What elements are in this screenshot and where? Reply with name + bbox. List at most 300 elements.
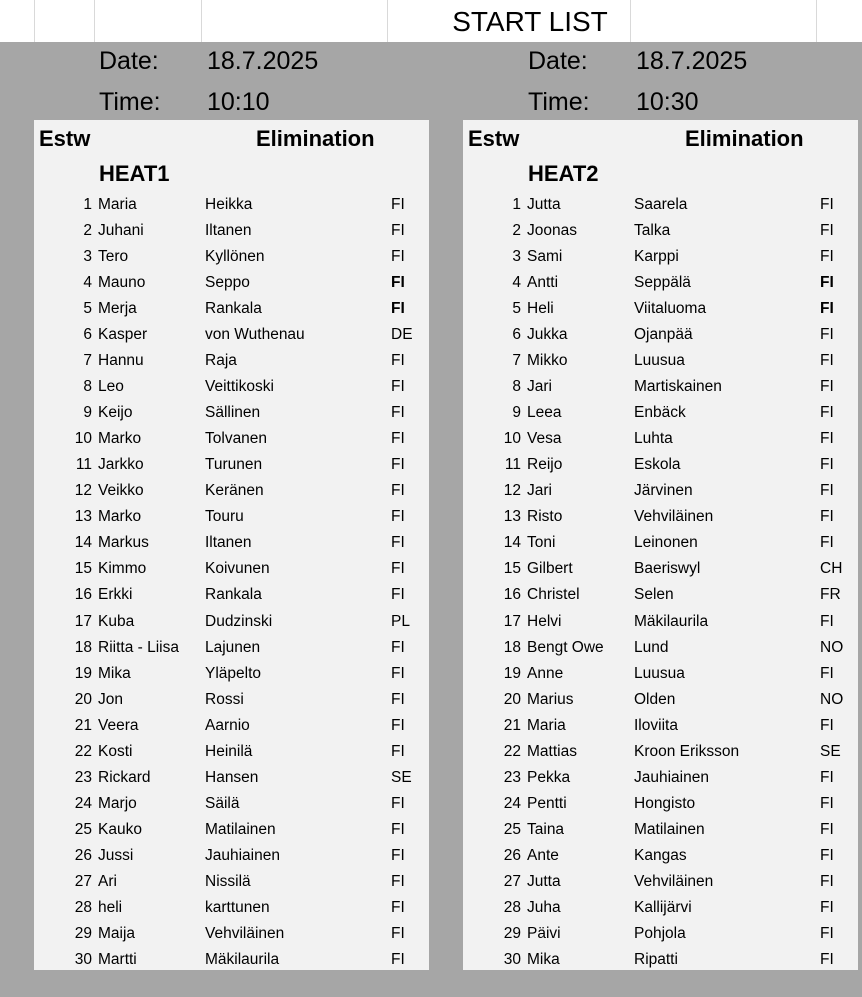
bib-number: 14 xyxy=(503,534,521,552)
table-row xyxy=(34,530,429,556)
bib-number: 10 xyxy=(74,430,92,448)
last-name: Luusua xyxy=(634,664,685,682)
phase-label: Elimination xyxy=(685,126,804,151)
first-name: Kauko xyxy=(98,820,142,838)
first-name: Päivi xyxy=(527,924,561,942)
table-row xyxy=(463,947,858,973)
first-name: Marjo xyxy=(98,794,137,812)
table-row xyxy=(463,556,858,582)
bib-number: 11 xyxy=(75,456,92,474)
last-name: Järvinen xyxy=(634,482,693,500)
table-row xyxy=(34,478,429,504)
table-row xyxy=(34,348,429,374)
table-row xyxy=(463,895,858,921)
country-code: FI xyxy=(391,820,405,838)
last-name: Kangas xyxy=(634,846,687,864)
country-code: FI xyxy=(391,950,405,968)
bib-number: 17 xyxy=(74,612,92,630)
country-code: FR xyxy=(820,586,841,604)
last-name: Talka xyxy=(634,222,671,240)
country-code: DE xyxy=(391,326,413,344)
first-name: Toni xyxy=(527,534,556,552)
first-name: Mika xyxy=(98,664,131,682)
last-name: Ripatti xyxy=(634,950,678,968)
bib-number: 22 xyxy=(74,742,92,760)
first-name: Mattias xyxy=(527,742,577,760)
bib-number: 30 xyxy=(503,950,521,968)
table-row xyxy=(463,582,858,608)
date-label-heat2: Date: xyxy=(528,47,588,75)
last-name: Vehviläinen xyxy=(205,924,285,942)
country-code: FI xyxy=(391,274,405,292)
first-name: Jutta xyxy=(527,872,561,890)
bib-number: 3 xyxy=(512,248,521,266)
table-row xyxy=(34,739,429,765)
bib-number: 24 xyxy=(503,794,521,812)
first-name: Jari xyxy=(527,482,552,500)
last-name: Luusua xyxy=(634,352,685,370)
first-name: Marko xyxy=(98,508,142,526)
last-name: Säilä xyxy=(205,794,240,812)
table-row xyxy=(463,400,858,426)
date-value-heat1: 18.7.2025 xyxy=(207,47,319,75)
table-row xyxy=(34,609,429,635)
last-name: Iltanen xyxy=(205,222,252,240)
bib-number: 13 xyxy=(74,508,92,526)
bib-number: 30 xyxy=(74,950,92,968)
table-row xyxy=(34,244,429,270)
date-label-heat1: Date: xyxy=(99,47,159,75)
table-row xyxy=(34,296,429,322)
first-name: Mikko xyxy=(527,352,568,370)
last-name: Viitaluoma xyxy=(634,300,707,318)
last-name: Kyllönen xyxy=(205,248,265,266)
bib-number: 19 xyxy=(503,664,521,682)
first-name: Tero xyxy=(98,248,129,266)
country-code: FI xyxy=(820,430,834,448)
country-code: FI xyxy=(391,898,405,916)
first-name: Taina xyxy=(527,820,565,838)
first-name: Pekka xyxy=(527,768,571,786)
table-row xyxy=(34,400,429,426)
first-name: Hannu xyxy=(98,352,144,370)
country-code: FI xyxy=(391,352,405,370)
phase-label: Elimination xyxy=(256,126,375,151)
first-name: Vesa xyxy=(527,430,562,448)
bib-number: 1 xyxy=(512,196,521,213)
time-label-heat1: Time: xyxy=(99,88,161,116)
table-row xyxy=(463,478,858,504)
country-code: NO xyxy=(820,638,844,656)
last-name: karttunen xyxy=(205,898,270,916)
last-name: Luhta xyxy=(634,430,673,448)
country-code: FI xyxy=(391,508,405,526)
country-code: FI xyxy=(391,534,405,552)
table-row xyxy=(463,817,858,843)
first-name: Maija xyxy=(98,924,136,942)
first-name: Markus xyxy=(98,534,149,552)
country-code: NO xyxy=(820,690,844,708)
bib-number: 21 xyxy=(503,716,521,734)
first-name: Veikko xyxy=(98,482,144,500)
country-code: FI xyxy=(391,742,405,760)
first-name: Christel xyxy=(527,586,580,604)
table-row xyxy=(34,635,429,661)
country-code: FI xyxy=(391,196,405,213)
table-row xyxy=(463,921,858,947)
bib-number: 11 xyxy=(504,456,521,474)
first-name: Kimmo xyxy=(98,560,147,578)
date-value-heat2: 18.7.2025 xyxy=(636,47,748,75)
country-code: FI xyxy=(820,456,834,474)
table-row xyxy=(463,765,858,791)
country-code: FI xyxy=(391,560,405,578)
bib-number: 20 xyxy=(74,690,92,708)
table-row xyxy=(34,687,429,713)
last-name: Raja xyxy=(205,352,237,370)
country-code: FI xyxy=(820,196,834,213)
last-name: Rankala xyxy=(205,300,262,318)
table-row xyxy=(463,791,858,817)
bib-number: 28 xyxy=(74,898,92,916)
country-code: FI xyxy=(391,794,405,812)
bib-number: 5 xyxy=(512,300,521,318)
country-code: FI xyxy=(391,404,405,422)
last-name: Enbäck xyxy=(634,404,686,422)
country-code: FI xyxy=(391,456,405,474)
country-code: SE xyxy=(391,768,412,786)
bib-number: 9 xyxy=(83,404,92,422)
table-row xyxy=(34,374,429,400)
country-code: FI xyxy=(391,664,405,682)
bib-number: 3 xyxy=(83,248,92,266)
first-name: Jarkko xyxy=(98,456,144,474)
table-row xyxy=(463,322,858,348)
bib-number: 4 xyxy=(512,274,521,292)
bib-number: 27 xyxy=(74,872,92,890)
bib-number: 22 xyxy=(503,742,521,760)
first-name: Rickard xyxy=(98,768,151,786)
table-row xyxy=(34,791,429,817)
first-name: Ari xyxy=(98,872,117,890)
first-name: Jari xyxy=(527,378,552,396)
table-row xyxy=(34,270,429,296)
last-name: Heinilä xyxy=(205,742,253,760)
table-row xyxy=(34,869,429,895)
table-row xyxy=(463,296,858,322)
last-name: Seppälä xyxy=(634,274,691,292)
first-name: heli xyxy=(98,898,123,916)
title-row xyxy=(0,0,862,42)
bib-number: 15 xyxy=(503,560,521,578)
first-name: Heli xyxy=(527,300,554,318)
first-name: Juhani xyxy=(98,222,144,240)
last-name: Keränen xyxy=(205,482,264,500)
last-name: Rankala xyxy=(205,586,262,604)
country-code: FI xyxy=(820,612,834,630)
bib-number: 29 xyxy=(503,924,521,942)
gridline xyxy=(34,0,35,42)
country-code: FI xyxy=(820,924,834,942)
country-code: FI xyxy=(391,638,405,656)
table-row xyxy=(463,218,858,244)
table-row xyxy=(463,713,858,739)
bib-number: 27 xyxy=(503,872,521,890)
last-name: Leinonen xyxy=(634,534,698,552)
last-name: Vehviläinen xyxy=(634,872,714,890)
bib-number: 9 xyxy=(512,404,521,422)
table-row xyxy=(463,504,858,530)
country-code: FI xyxy=(820,404,834,422)
table-row xyxy=(463,661,858,687)
bib-number: 7 xyxy=(83,352,92,370)
first-name: Marius xyxy=(527,690,574,708)
country-code: FI xyxy=(820,950,834,968)
table-row xyxy=(463,270,858,296)
country-code: FI xyxy=(820,352,834,370)
first-name: Leea xyxy=(527,404,562,422)
table-row xyxy=(34,817,429,843)
country-code: FI xyxy=(391,430,405,448)
last-name: Aarnio xyxy=(205,716,250,734)
country-code: FI xyxy=(820,326,834,344)
bib-number: 2 xyxy=(512,222,521,240)
first-name: Anne xyxy=(527,664,564,682)
country-code: FI xyxy=(820,846,834,864)
last-name: Baeriswyl xyxy=(634,560,701,578)
last-name: Hansen xyxy=(205,768,259,786)
bib-number: 7 xyxy=(512,352,521,370)
first-name: Mika xyxy=(527,950,560,968)
last-name: Pohjola xyxy=(634,924,686,942)
last-name: Eskola xyxy=(634,456,681,474)
last-name: Mäkilaurila xyxy=(634,612,709,630)
country-code: FI xyxy=(820,872,834,890)
last-name: Nissilä xyxy=(205,872,251,890)
bib-number: 10 xyxy=(503,430,521,448)
last-name: Turunen xyxy=(205,456,263,474)
last-name: Lund xyxy=(634,638,669,656)
table-row xyxy=(34,947,429,973)
bib-number: 23 xyxy=(74,768,92,786)
table-row xyxy=(34,452,429,478)
bib-number: 14 xyxy=(74,534,92,552)
table-row xyxy=(34,765,429,791)
bib-number: 19 xyxy=(74,664,92,682)
first-name: Gilbert xyxy=(527,560,573,578)
country-code: FI xyxy=(391,586,405,604)
country-code: FI xyxy=(820,508,834,526)
first-name: Jon xyxy=(98,690,123,708)
country-code: FI xyxy=(391,248,405,266)
first-name: Jussi xyxy=(98,846,134,864)
bib-number: 5 xyxy=(83,300,92,318)
country-code: PL xyxy=(391,612,410,630)
first-name: Helvi xyxy=(527,612,562,630)
last-name: Tolvanen xyxy=(205,430,268,448)
gridline xyxy=(94,0,95,42)
bib-number: 2 xyxy=(83,222,92,240)
heat1-panel xyxy=(34,120,429,970)
table-row xyxy=(463,244,858,270)
table-row xyxy=(463,426,858,452)
bib-number: 23 xyxy=(503,768,521,786)
first-name: Mauno xyxy=(98,274,146,292)
bib-number: 16 xyxy=(74,586,92,604)
bib-number: 16 xyxy=(503,586,521,604)
country-code: FI xyxy=(391,378,405,396)
first-name: Juha xyxy=(527,898,561,916)
time-value-heat1: 10:10 xyxy=(207,88,270,116)
table-row xyxy=(34,582,429,608)
first-name: Kosti xyxy=(98,742,133,760)
last-name: Lajunen xyxy=(205,638,261,656)
table-row xyxy=(34,895,429,921)
gridline xyxy=(387,0,388,42)
bib-number: 21 xyxy=(74,716,92,734)
first-name: Leo xyxy=(98,378,124,396)
first-name: Merja xyxy=(98,300,137,318)
last-name: Jauhiainen xyxy=(205,846,280,864)
table-row xyxy=(34,921,429,947)
bib-number: 1 xyxy=(83,196,92,213)
first-name: Jutta xyxy=(527,196,561,213)
last-name: Kallijärvi xyxy=(634,898,692,916)
gridline xyxy=(201,0,202,42)
bib-number: 18 xyxy=(74,638,92,656)
last-name: Seppo xyxy=(205,274,250,292)
country-code: FI xyxy=(820,300,834,318)
table-row xyxy=(463,869,858,895)
country-code: FI xyxy=(391,872,405,890)
bib-number: 26 xyxy=(503,846,521,864)
country-code: FI xyxy=(820,898,834,916)
gridline xyxy=(816,0,817,42)
country-code: FI xyxy=(820,378,834,396)
page-title: START LIST xyxy=(452,6,608,37)
table-row xyxy=(34,218,429,244)
first-name: Keijo xyxy=(98,404,133,422)
country-code: FI xyxy=(820,482,834,500)
bib-number: 12 xyxy=(503,482,521,500)
bib-number: 28 xyxy=(503,898,521,916)
first-name: Ante xyxy=(527,846,559,864)
table-row xyxy=(463,530,858,556)
last-name: Olden xyxy=(634,690,676,708)
table-row xyxy=(463,843,858,869)
table-row xyxy=(34,322,429,348)
table-row xyxy=(463,192,858,218)
last-name: Jauhiainen xyxy=(634,768,709,786)
first-name: Bengt Owe xyxy=(527,638,604,656)
last-name: Ojanpää xyxy=(634,326,693,344)
last-name: Rossi xyxy=(205,690,244,708)
bib-number: 18 xyxy=(503,638,521,656)
table-row xyxy=(463,374,858,400)
last-name: Karppi xyxy=(634,248,679,266)
country-code: FI xyxy=(820,534,834,552)
country-code: FI xyxy=(391,846,405,864)
last-name: Iltanen xyxy=(205,534,252,552)
bib-number: 8 xyxy=(83,378,92,396)
bib-number: 20 xyxy=(503,690,521,708)
bib-number: 12 xyxy=(74,482,92,500)
category-label: Estw xyxy=(39,126,91,151)
country-code: FI xyxy=(391,222,405,240)
bib-number: 6 xyxy=(83,326,92,344)
table-row xyxy=(34,426,429,452)
start-list-rows xyxy=(463,192,858,973)
time-value-heat2: 10:30 xyxy=(636,88,699,116)
first-name: Joonas xyxy=(527,222,577,240)
first-name: Kasper xyxy=(98,326,148,344)
last-name: Mäkilaurila xyxy=(205,950,280,968)
country-code: FI xyxy=(391,482,405,500)
last-name: Sällinen xyxy=(205,404,261,422)
bib-number: 24 xyxy=(74,794,92,812)
bib-number: 29 xyxy=(74,924,92,942)
last-name: Kroon Eriksson xyxy=(634,742,740,760)
table-row xyxy=(34,843,429,869)
bib-number: 17 xyxy=(503,612,521,630)
bib-number: 8 xyxy=(512,378,521,396)
time-label-heat2: Time: xyxy=(528,88,590,116)
heat-title: HEAT1 xyxy=(99,161,170,186)
country-code: FI xyxy=(820,716,834,734)
last-name: Hongisto xyxy=(634,794,696,812)
country-code: FI xyxy=(820,768,834,786)
first-name: Sami xyxy=(527,248,563,266)
heat-title: HEAT2 xyxy=(528,161,599,186)
country-code: FI xyxy=(391,300,405,318)
bib-number: 25 xyxy=(503,820,521,838)
first-name: Kuba xyxy=(98,612,135,630)
last-name: Martiskainen xyxy=(634,378,722,396)
country-code: FI xyxy=(820,274,834,292)
first-name: Pentti xyxy=(527,794,567,812)
gridline xyxy=(630,0,631,42)
first-name: Jukka xyxy=(527,326,568,344)
table-row xyxy=(34,661,429,687)
country-code: FI xyxy=(820,820,834,838)
country-code: FI xyxy=(820,794,834,812)
category-label: Estw xyxy=(468,126,520,151)
country-code: FI xyxy=(820,664,834,682)
bib-number: 6 xyxy=(512,326,521,344)
last-name: Matilainen xyxy=(205,820,276,838)
first-name: Antti xyxy=(527,274,559,292)
first-name: Martti xyxy=(98,950,137,968)
last-name: Saarela xyxy=(634,196,688,213)
last-name: Yläpelto xyxy=(205,664,262,682)
last-name: Dudzinski xyxy=(205,612,273,630)
table-row xyxy=(34,192,429,218)
country-code: FI xyxy=(391,716,405,734)
bib-number: 13 xyxy=(503,508,521,526)
country-code: FI xyxy=(391,924,405,942)
last-name: Touru xyxy=(205,508,244,526)
first-name: Maria xyxy=(527,716,566,734)
first-name: Erkki xyxy=(98,586,133,604)
first-name: Veera xyxy=(98,716,139,734)
table-row xyxy=(34,556,429,582)
table-row xyxy=(463,348,858,374)
last-name: Vehviläinen xyxy=(634,508,714,526)
bib-number: 15 xyxy=(74,560,92,578)
bib-number: 26 xyxy=(74,846,92,864)
country-code: CH xyxy=(820,560,843,578)
last-name: Matilainen xyxy=(634,820,705,838)
